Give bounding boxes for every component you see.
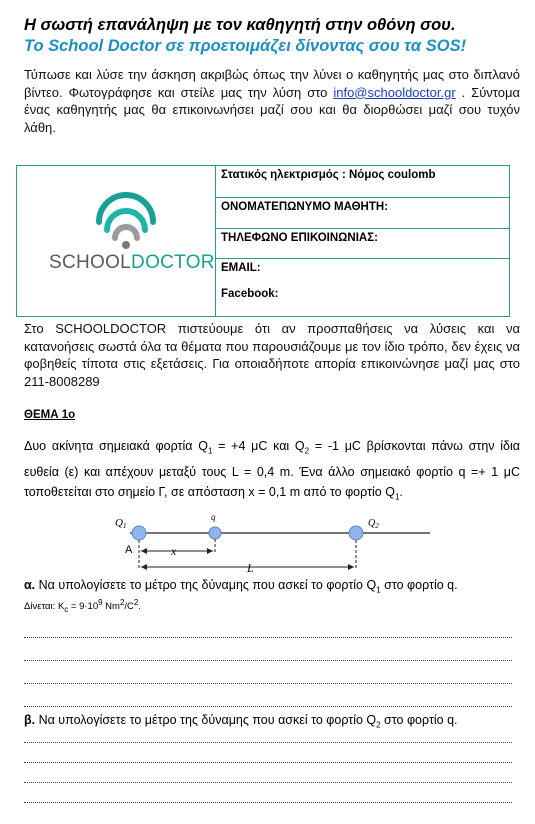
- answer-line[interactable]: [24, 742, 512, 743]
- charge-q: [209, 527, 221, 539]
- label-q1: Q1: [115, 517, 127, 530]
- label-q2: $Q_2$: [368, 518, 379, 530]
- email-link[interactable]: info@schooldoctor.gr: [333, 84, 456, 100]
- page-subtitle: Το School Doctor σε προετοιμάζει δίνοντας σου τα SOS!: [24, 37, 467, 55]
- label-a: A: [125, 544, 133, 556]
- answer-line[interactable]: [24, 802, 512, 803]
- label-L: L: [247, 561, 254, 575]
- page-title: Η σωστή επανάληψη με τον καθηγητή στην οθόνη σου.: [24, 16, 456, 34]
- facebook-label: Facebook:: [221, 288, 279, 300]
- schooldoctor-logo: [17, 166, 216, 316]
- answer-line[interactable]: [24, 782, 512, 783]
- question-b: β. Να υπολογίσετε το μέτρο της δύναμης που ασκεί το φορτίο $Q_2$ στο φορτίο q.: [24, 713, 458, 730]
- email-label: EMAIL:: [221, 262, 261, 274]
- charge-q2: [349, 526, 363, 540]
- problem-statement: Δυο ακίνητα σημειακά φορτία $Q_1 = +4$ μC και $Q_2 = -1$ μC βρίσκονται πάνω στην ίδια ευθεία (ε) και απέχουν μεταξύ τους L = 0,4 m. Ένα άλλο σημειακό φορτίο q =+ 1 μC τοποθετείται στο σημείο Γ, σε απόσταση x = 0,1 m από το φορτίο $Q_1$.: [24, 439, 520, 501]
- logo-text: SCHOOLDOCTOR: [49, 252, 215, 273]
- wifi-logo-icon: [17, 166, 215, 316]
- answer-line[interactable]: [24, 683, 512, 684]
- answer-line[interactable]: [24, 706, 512, 707]
- theme-heading: ΘΕΜΑ 1ο: [24, 409, 76, 421]
- contact-cell[interactable]: [216, 259, 509, 316]
- info-table: [16, 165, 510, 317]
- label-x: x: [171, 544, 177, 558]
- charge-q1: [132, 526, 146, 540]
- student-name-field[interactable]: ΟΝΟΜΑΤΕΠΩΝΥΜΟ ΜΑΘΗΤΗ:: [216, 198, 509, 229]
- intro-paragraph: Τύπωσε και λύσε την άσκηση ακριβώς όπως την λύνει ο καθηγητής μας στο διπλανό βίντεο. Φωτογράφησε και στείλε μας την λύση στο info@schooldoctor.gr . Σύντομα ένας καθηγητής μας θα επικοινωνήσει μαζί σου και θα διορθώσει μαζί σου τυχόν λάθη.: [24, 67, 520, 135]
- question-a: α. Να υπολογίσετε το μέτρο της δύναμης που ασκεί το φορτίο $Q_1$ στο φορτίο q.: [24, 578, 458, 595]
- given-constant: Δίνεται: $K_c = 9\cdot 10^9$ $Nm^2/C^2$.: [24, 598, 141, 615]
- label-q: q: [211, 512, 216, 522]
- answer-line[interactable]: [24, 762, 512, 763]
- answer-line[interactable]: [24, 660, 512, 661]
- answer-line[interactable]: [24, 637, 512, 638]
- about-paragraph: Στο SCHOOLDOCTOR πιστεύουμε ότι αν προσπαθήσεις να λύσεις και να κατανοήσεις σωστά όλα τα θέματα που παρουσιάζουμε με τον ίδιο τρόπο, δεν έχεις να φοβηθείς τίποτα στις εξετάσεις. Για οποιαδήποτε απορία επικοινώνησε μαζί μας στο 211-8008289: [24, 321, 520, 389]
- phone-field[interactable]: ΤΗΛΕΦΩΝΟ ΕΠΙΚΟΙΝΩΝΙΑΣ:: [216, 229, 509, 259]
- charges-diagram: [100, 508, 440, 580]
- topic-cell: Στατικός ηλεκτρισμός : Νόμος coulomb: [216, 166, 509, 198]
